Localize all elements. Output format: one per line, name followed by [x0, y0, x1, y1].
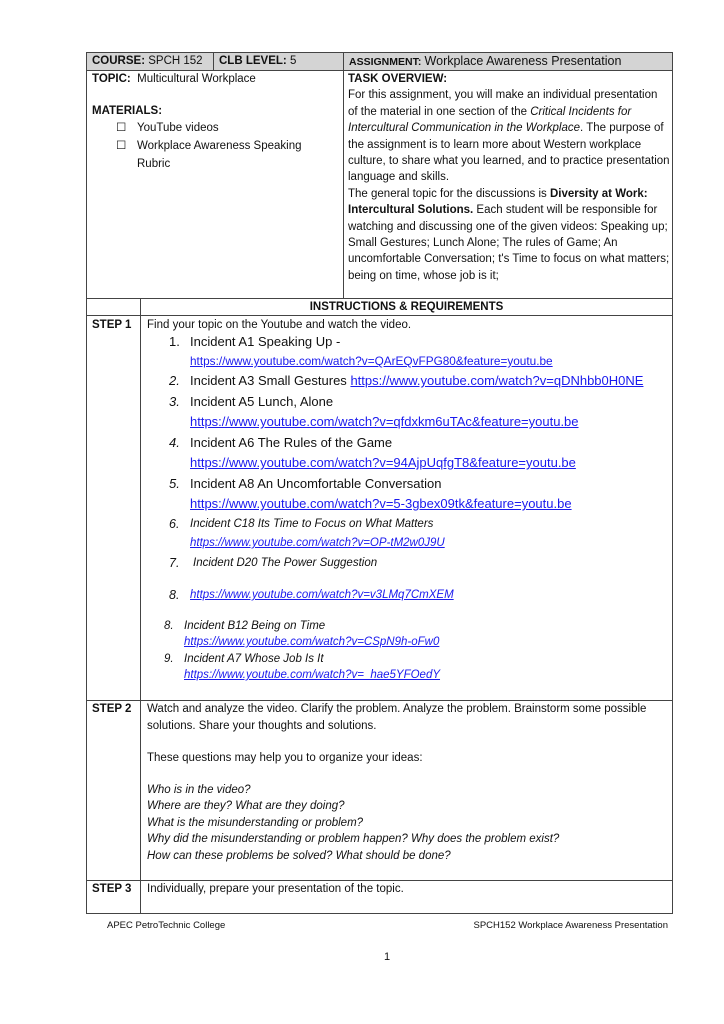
item-number: 8. — [169, 588, 180, 602]
step3-label: STEP 3 — [92, 883, 132, 895]
assignment-label: ASSIGNMENT: — [349, 56, 422, 68]
clb-label: CLB LEVEL: — [219, 55, 287, 67]
step1-intro: Find your topic on the Youtube and watch the video. — [147, 319, 412, 331]
incident-title: Incident C18 Its Time to Focus on What Matters — [190, 518, 434, 530]
step2-label-cell — [86, 700, 141, 881]
materials-label: MATERIALS: — [92, 105, 163, 117]
overview-text: The general topic for the discussions is — [348, 187, 550, 200]
incident-title: Incident A3 Small Gestures — [190, 373, 347, 388]
video-link[interactable]: https://www.youtube.com/watch?v=v3LMq7CmXEM — [190, 589, 454, 601]
guiding-question: Who is in the video? — [147, 784, 251, 796]
topic-label: TOPIC: — [92, 73, 131, 85]
overview-text: Each student will be responsible for watching and discussing one of the given videos: Speaking up; Small Gestures; Lunch Alone; The rules of Game; An uncomfortable Conversation; t's Time to focus on what matters; being on time, whose job is it; — [348, 204, 670, 282]
incident-title: Incident A5 Lunch, Alone — [190, 394, 334, 409]
general-topic: Diversity at Work: Intercultural Solutions. — [348, 187, 648, 217]
step1-label-cell — [86, 315, 141, 701]
material-item-continued: Rubric — [137, 158, 171, 170]
page-number: 1 — [384, 951, 391, 963]
item-number: 1. — [169, 334, 180, 349]
guiding-question: Where are they? What are they doing? — [147, 800, 345, 812]
incident-title: Incident D20 The Power Suggestion — [193, 557, 378, 569]
step3-text: Individually, prepare your presentation of the topic. — [147, 883, 404, 895]
item-number: 7. — [169, 556, 180, 570]
overview-text: . The purpose of the assignment is to learn more about Western workplace culture, to share what you learned, and to practice presentation language and skills. — [348, 122, 670, 184]
step2-text: Watch and analyze the video. Clarify the problem. Analyze the problem. Brainstorm some possible solutions. Share your thoughts and solutions. — [147, 703, 647, 732]
item-number: 2. — [169, 373, 180, 388]
guiding-question: What is the misunderstanding or problem? — [147, 817, 364, 829]
clb-value: 5 — [289, 55, 297, 67]
material-item: YouTube videos — [137, 122, 219, 134]
step1-label: STEP 1 — [92, 319, 132, 331]
course-value: SPCH 152 — [148, 55, 203, 67]
footer-title: SPCH152 Workplace Awareness Presentation — [473, 920, 668, 931]
video-link[interactable]: https://www.youtube.com/watch?v=qDNhbb0H0NE — [350, 373, 644, 388]
video-link[interactable]: https://www.youtube.com/watch?v=5-3gbex09tk&feature=youtu.be — [190, 496, 572, 511]
step2-lead: These questions may help you to organize your ideas: — [147, 752, 423, 764]
video-link[interactable]: https://www.youtube.com/watch?v=QArEQvFPG80&feature=youtu.be — [190, 354, 553, 368]
incident-title: Incident B12 Being on Time — [184, 620, 326, 632]
guiding-question: How can these problems be solved? What should be done? — [147, 850, 451, 862]
assignment-value: Workplace Awareness Presentation — [424, 54, 622, 68]
task-overview — [348, 71, 670, 284]
checkbox-icon: ☐ — [116, 140, 127, 152]
guiding-question: Why did the misunderstanding or problem happen? Why does the problem exist? — [147, 833, 560, 845]
footer-college: APEC PetroTechnic College — [107, 920, 226, 931]
incident-title: Incident A8 An Uncomfortable Conversation — [190, 476, 442, 491]
topic-value: Multicultural Workplace — [137, 73, 256, 85]
video-link[interactable]: https://www.youtube.com/watch?v=94AjpUqfgT8&feature=youtu.be — [190, 455, 576, 470]
instructions-heading: INSTRUCTIONS & REQUIREMENTS — [309, 301, 504, 313]
incident-title: Incident A1 Speaking Up - — [190, 334, 341, 349]
item-number: 5. — [169, 476, 180, 491]
video-link[interactable]: https://www.youtube.com/watch?v=CSpN9h-oFw0 — [184, 636, 440, 648]
video-link[interactable]: https://www.youtube.com/watch?v=OP-tM2w0J9U — [190, 537, 445, 549]
blank-cell — [86, 298, 141, 316]
overview-text: For this assignment, you will make an individual presentation of the material in one section of the — [348, 89, 658, 118]
item-number: 9. — [164, 653, 174, 665]
item-number: 3. — [169, 394, 180, 409]
book-title: Critical Incidents for Intercultural Communication in the Workplace — [348, 105, 632, 135]
item-number: 8. — [164, 620, 174, 632]
course-label: COURSE: — [92, 55, 146, 67]
video-link[interactable]: https://www.youtube.com/watch?v=qfdxkm6uTAc&feature=youtu.be — [190, 414, 579, 429]
item-number: 6. — [169, 517, 180, 531]
incident-title: Incident A7 Whose Job Is It — [184, 653, 324, 665]
step2-label: STEP 2 — [92, 703, 132, 715]
overview-label: TASK OVERVIEW: — [348, 73, 448, 85]
checkbox-icon: ☐ — [116, 122, 127, 134]
item-number: 4. — [169, 435, 180, 450]
material-item: Workplace Awareness Speaking — [137, 140, 302, 152]
incident-title: Incident A6 The Rules of the Game — [190, 435, 393, 450]
video-link[interactable]: https://www.youtube.com/watch?v=_hae5YFOedY — [184, 669, 441, 681]
